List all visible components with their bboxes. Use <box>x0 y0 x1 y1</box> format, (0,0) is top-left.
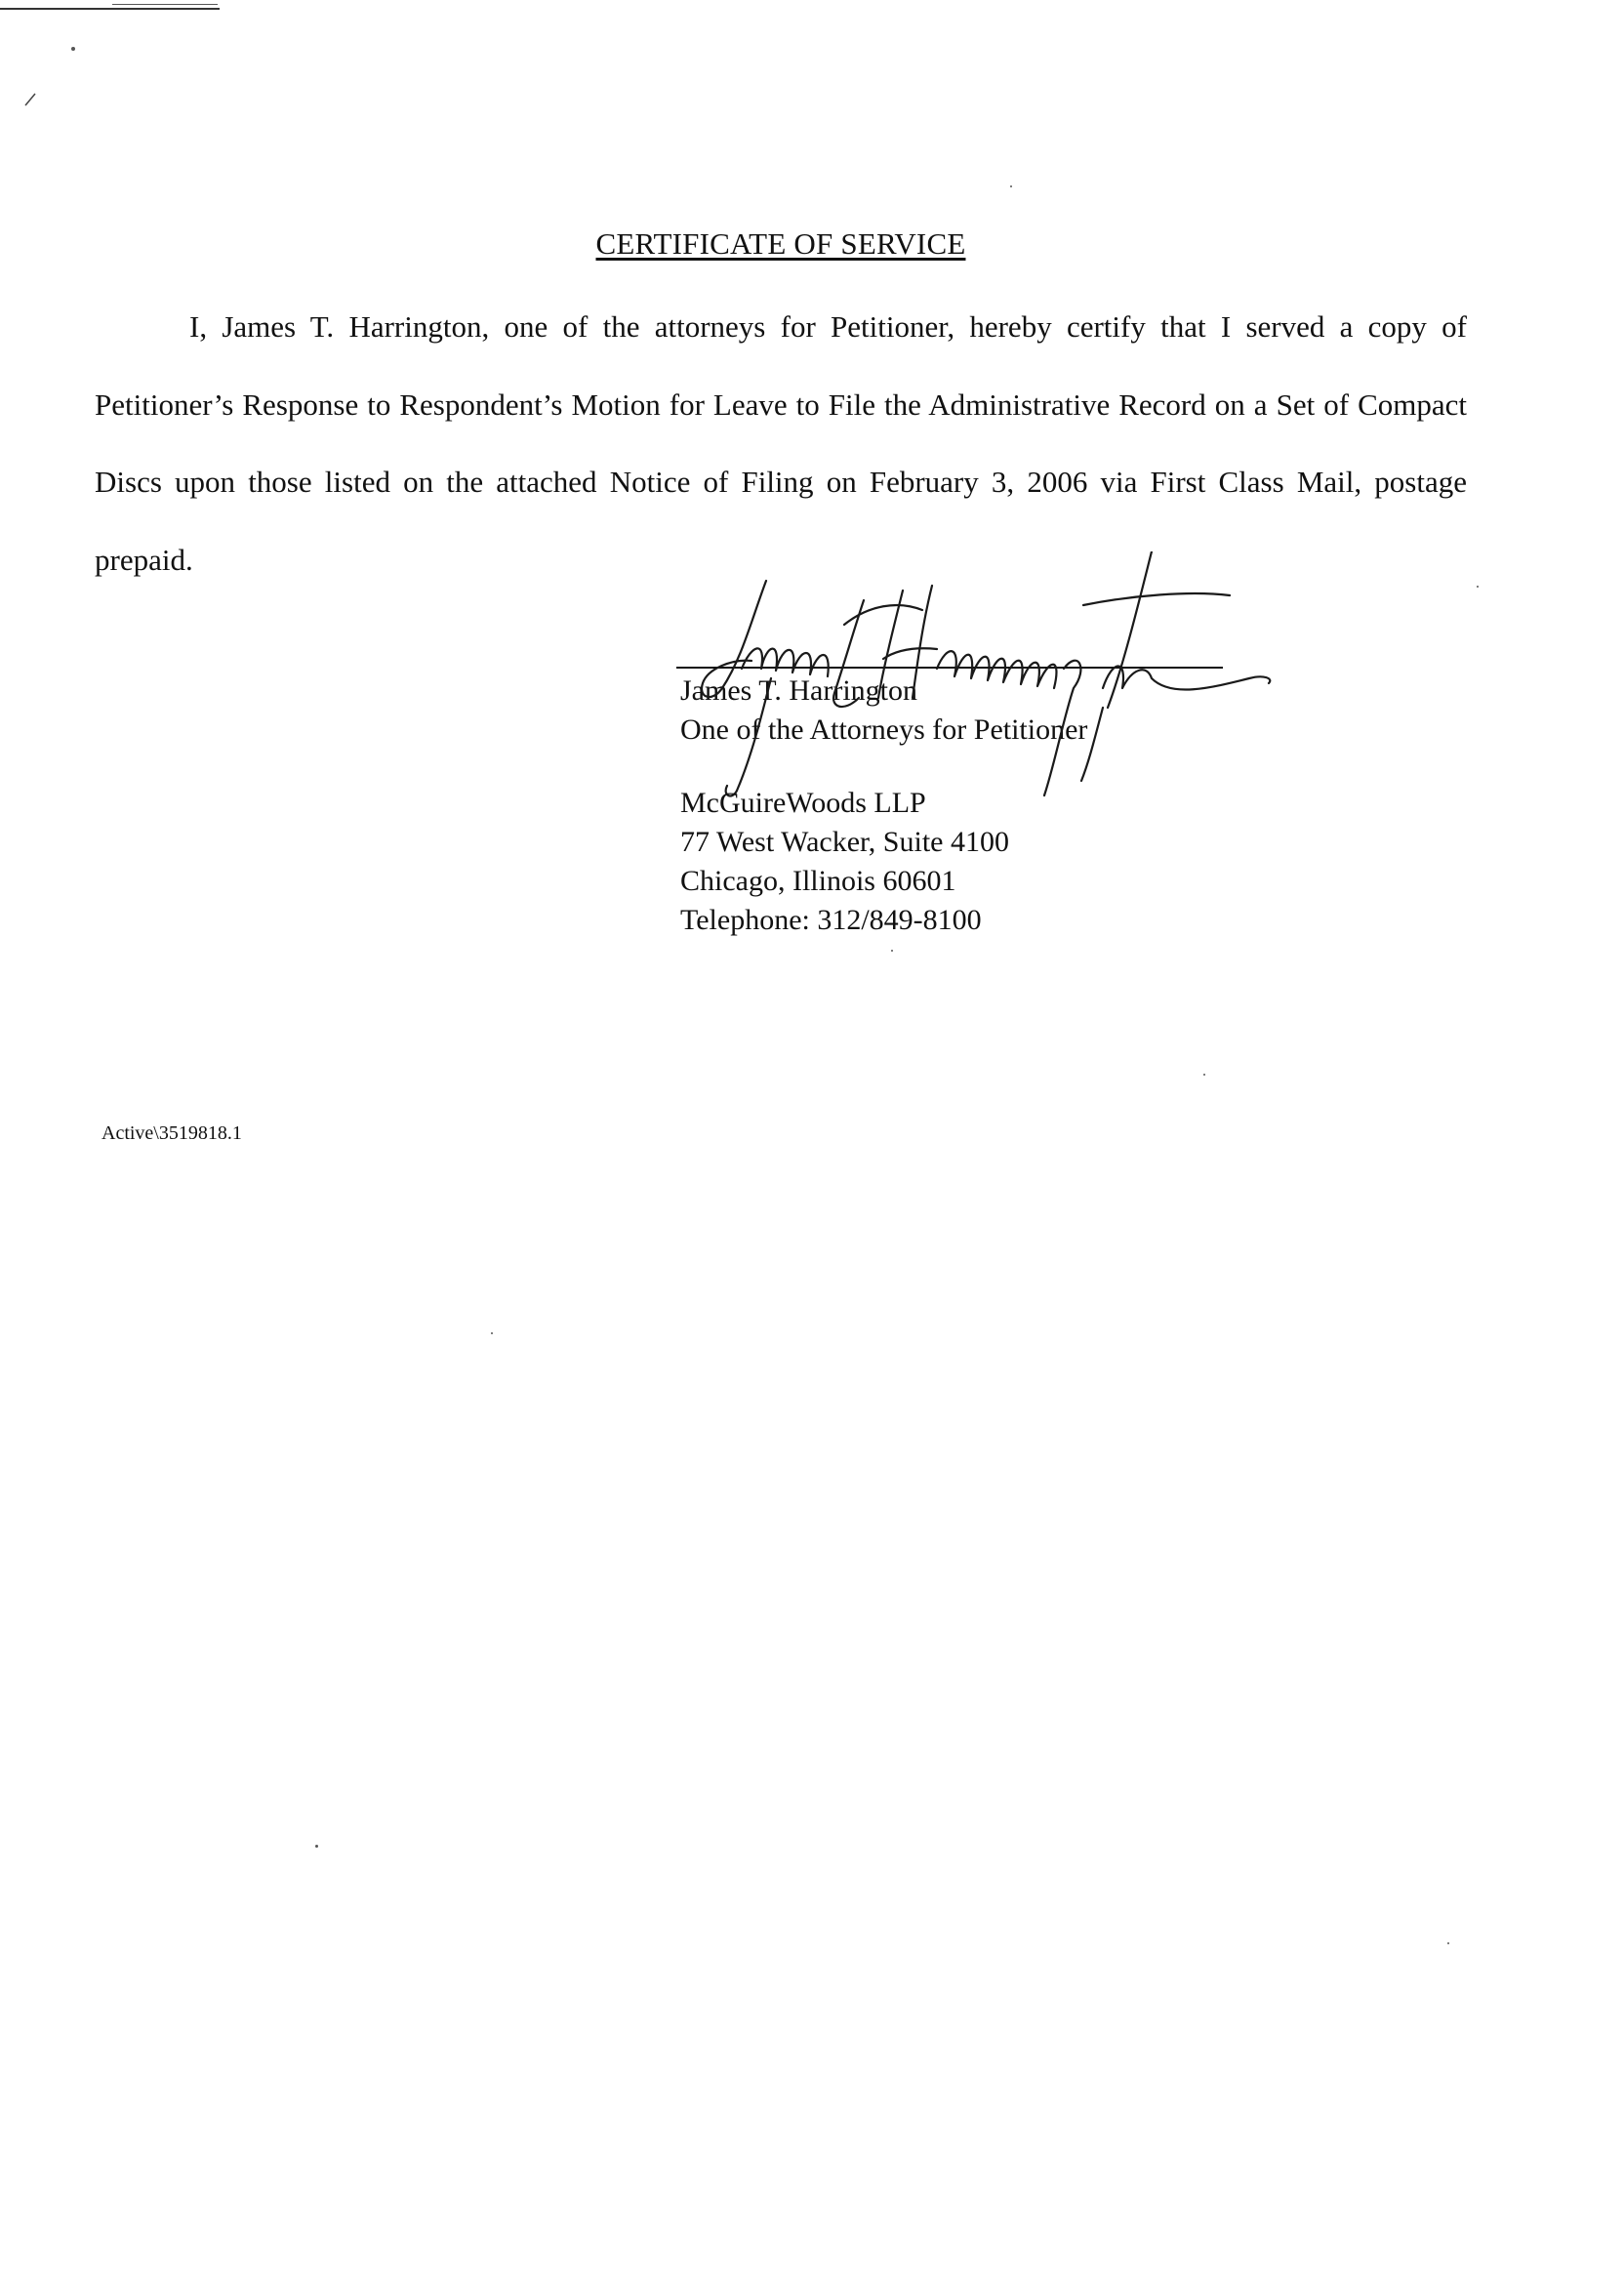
document-id: Active\3519818.1 <box>102 1122 242 1144</box>
scan-speck <box>1477 586 1479 588</box>
scan-speck <box>71 47 75 51</box>
firm-city: Chicago, Illinois 60601 <box>680 865 956 897</box>
certificate-body: I, James T. Harrington, one of the attorneys for Petitioner, hereby certify that I served a copy of Petitioner’s Response to Respondent’s Motion for Leave to File the Administrative Record on a Set of Compact Discs upon those listed on the attached Notice of Filing on February 3, 2006 via First Class Mail, postage prepaid. <box>95 309 1467 577</box>
scan-speck <box>891 950 893 952</box>
signer-role: One of the Attorneys for Petitioner <box>680 713 1088 746</box>
scan-artifact-rule <box>0 8 220 10</box>
firm-address <box>680 784 1009 940</box>
firm-phone: Telephone: 312/849-8100 <box>680 904 982 936</box>
scan-speck <box>315 1845 318 1848</box>
scan-speck <box>1010 185 1012 187</box>
document-title: CERTIFICATE OF SERVICE <box>595 226 966 261</box>
firm-name: McGuireWoods LLP <box>680 787 926 819</box>
scan-speck <box>1203 1074 1205 1076</box>
scan-speck <box>1447 1942 1449 1944</box>
scan-artifact-rule-short <box>112 4 218 5</box>
signer-name: James T. Harrington <box>680 674 918 707</box>
scan-speck <box>491 1332 493 1334</box>
firm-street: 77 West Wacker, Suite 4100 <box>680 826 1009 858</box>
scan-mark <box>23 90 39 109</box>
